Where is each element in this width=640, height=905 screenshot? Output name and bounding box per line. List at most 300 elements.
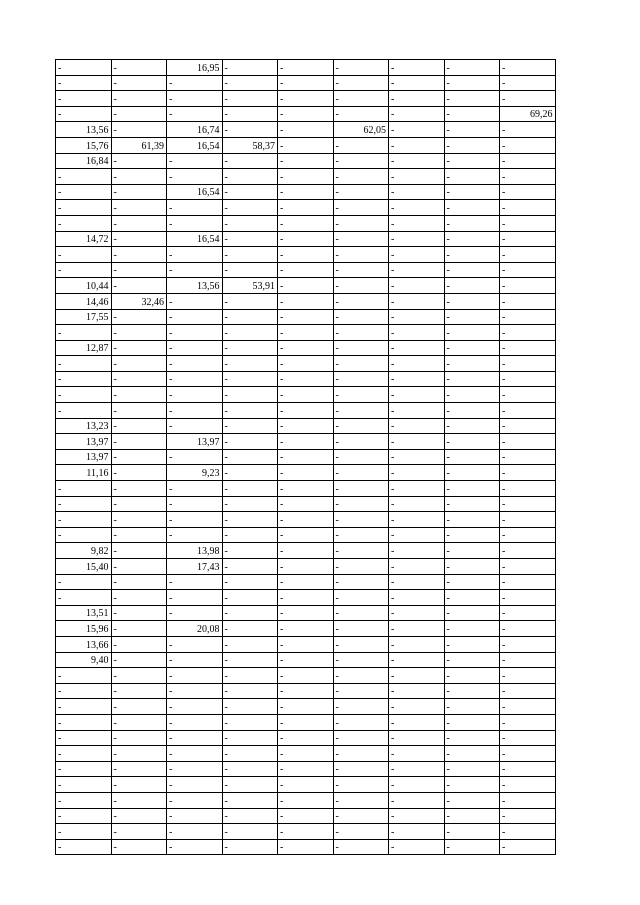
table-row xyxy=(56,293,556,309)
table-cell: - xyxy=(167,746,223,762)
table-cell: - xyxy=(278,262,334,278)
table-row xyxy=(56,839,556,855)
table-cell: - xyxy=(389,652,445,668)
table-row xyxy=(56,652,556,668)
table-cell: - xyxy=(222,340,278,356)
table-cell: - xyxy=(222,543,278,559)
table-row xyxy=(56,449,556,465)
table-row xyxy=(56,184,556,200)
table-cell: - xyxy=(333,777,389,793)
table-cell: - xyxy=(222,231,278,247)
table-row xyxy=(56,262,556,278)
table-cell: - xyxy=(56,699,112,715)
table-cell: - xyxy=(500,590,556,606)
table-row xyxy=(56,668,556,684)
table-cell: - xyxy=(444,184,500,200)
table-cell: 13,51 xyxy=(56,605,112,621)
table-cell: - xyxy=(444,60,500,76)
table-cell: - xyxy=(222,636,278,652)
table-cell: - xyxy=(444,340,500,356)
table-cell: - xyxy=(167,169,223,185)
table-cell: - xyxy=(389,122,445,138)
table-cell: - xyxy=(111,262,167,278)
table-cell: - xyxy=(111,683,167,699)
table-cell: - xyxy=(389,449,445,465)
table-cell: - xyxy=(389,403,445,419)
table-cell: - xyxy=(222,839,278,855)
table-cell: - xyxy=(222,356,278,372)
table-cell: - xyxy=(56,527,112,543)
table-cell: - xyxy=(167,761,223,777)
table-cell: - xyxy=(56,60,112,76)
table-cell: - xyxy=(444,75,500,91)
table-cell: - xyxy=(278,434,334,450)
table-row xyxy=(56,699,556,715)
table-cell: - xyxy=(444,200,500,216)
table-cell: - xyxy=(167,293,223,309)
table-cell: - xyxy=(333,153,389,169)
table-cell: - xyxy=(333,356,389,372)
table-row xyxy=(56,215,556,231)
table-cell: - xyxy=(222,325,278,341)
table-cell: - xyxy=(222,668,278,684)
table-cell: - xyxy=(278,683,334,699)
table-cell: - xyxy=(444,231,500,247)
table-cell: - xyxy=(389,559,445,575)
table-cell: - xyxy=(278,356,334,372)
table-cell: - xyxy=(444,808,500,824)
table-cell: - xyxy=(500,621,556,637)
table-cell: - xyxy=(167,356,223,372)
table-row xyxy=(56,777,556,793)
table-row xyxy=(56,496,556,512)
table-cell: - xyxy=(56,325,112,341)
table-cell: - xyxy=(333,465,389,481)
table-cell: - xyxy=(222,574,278,590)
table-cell: - xyxy=(389,215,445,231)
table-cell: - xyxy=(500,605,556,621)
table-cell: - xyxy=(278,200,334,216)
table-cell: - xyxy=(111,496,167,512)
table-cell: - xyxy=(56,247,112,263)
table-cell: - xyxy=(389,231,445,247)
table-cell: - xyxy=(444,496,500,512)
table-cell: - xyxy=(222,247,278,263)
table-cell: - xyxy=(500,60,556,76)
table-cell: - xyxy=(389,777,445,793)
table-cell: - xyxy=(167,512,223,528)
table-cell: - xyxy=(111,371,167,387)
table-cell: - xyxy=(222,106,278,122)
table-cell: - xyxy=(500,184,556,200)
table-row xyxy=(56,75,556,91)
table-cell: - xyxy=(500,200,556,216)
table-cell: - xyxy=(222,184,278,200)
table-cell: - xyxy=(389,574,445,590)
table-cell: 16,95 xyxy=(167,60,223,76)
table-row xyxy=(56,559,556,575)
table-cell: - xyxy=(333,106,389,122)
table-cell: - xyxy=(444,730,500,746)
table-cell: - xyxy=(278,777,334,793)
table-cell: 16,54 xyxy=(167,184,223,200)
table-cell: - xyxy=(278,543,334,559)
table-cell: - xyxy=(111,169,167,185)
table-cell: - xyxy=(500,418,556,434)
table-cell: - xyxy=(444,465,500,481)
table-row xyxy=(56,636,556,652)
table-cell: - xyxy=(389,293,445,309)
table-cell: - xyxy=(500,340,556,356)
table-cell: - xyxy=(500,699,556,715)
table-cell: - xyxy=(444,106,500,122)
table-cell: - xyxy=(222,792,278,808)
table-cell: - xyxy=(167,527,223,543)
table-cell: - xyxy=(278,808,334,824)
table-row xyxy=(56,106,556,122)
table-cell: - xyxy=(389,792,445,808)
table-cell: - xyxy=(500,465,556,481)
table-cell: - xyxy=(56,91,112,107)
table-cell: - xyxy=(333,543,389,559)
table-body xyxy=(56,60,556,855)
table-cell: - xyxy=(167,636,223,652)
table-cell: - xyxy=(500,325,556,341)
table-cell: - xyxy=(56,730,112,746)
table-cell: - xyxy=(167,824,223,840)
table-cell: 15,40 xyxy=(56,559,112,575)
table-cell: - xyxy=(444,652,500,668)
table-cell: - xyxy=(444,247,500,263)
table-cell: - xyxy=(222,153,278,169)
table-cell: - xyxy=(389,496,445,512)
table-cell: - xyxy=(56,403,112,419)
table-cell: - xyxy=(278,652,334,668)
table-cell: - xyxy=(278,792,334,808)
table-cell: - xyxy=(56,387,112,403)
table-cell: - xyxy=(111,449,167,465)
table-cell: - xyxy=(278,403,334,419)
table-cell: - xyxy=(333,730,389,746)
table-cell: - xyxy=(333,699,389,715)
table-row xyxy=(56,730,556,746)
table-cell: - xyxy=(500,636,556,652)
table-cell: - xyxy=(111,808,167,824)
table-cell: - xyxy=(500,714,556,730)
table-cell: - xyxy=(389,418,445,434)
table-cell: - xyxy=(444,839,500,855)
table-cell: - xyxy=(333,387,389,403)
table-cell: - xyxy=(222,387,278,403)
table-cell: - xyxy=(111,543,167,559)
table-cell: - xyxy=(56,496,112,512)
table-row xyxy=(56,481,556,497)
table-cell: - xyxy=(444,449,500,465)
table-cell: - xyxy=(167,777,223,793)
table-cell: - xyxy=(222,590,278,606)
table-cell: - xyxy=(333,231,389,247)
table-cell: - xyxy=(222,559,278,575)
table-cell: - xyxy=(167,699,223,715)
table-cell: - xyxy=(333,652,389,668)
table-cell: - xyxy=(444,325,500,341)
table-cell: - xyxy=(444,636,500,652)
table-cell: - xyxy=(389,262,445,278)
table-cell: - xyxy=(333,403,389,419)
table-cell: - xyxy=(444,543,500,559)
table-cell: - xyxy=(56,371,112,387)
table-row xyxy=(56,247,556,263)
table-cell: - xyxy=(500,449,556,465)
table-cell: - xyxy=(167,839,223,855)
table-cell: - xyxy=(278,106,334,122)
table-cell: - xyxy=(222,683,278,699)
table-cell: - xyxy=(167,91,223,107)
table-cell: - xyxy=(500,746,556,762)
table-row xyxy=(56,714,556,730)
table-cell: - xyxy=(444,293,500,309)
table-cell: - xyxy=(222,309,278,325)
table-cell: - xyxy=(222,60,278,76)
table-cell: - xyxy=(444,91,500,107)
table-cell: 13,56 xyxy=(56,122,112,138)
table-cell: - xyxy=(444,761,500,777)
table-cell: - xyxy=(167,371,223,387)
table-cell: - xyxy=(111,792,167,808)
table-cell: - xyxy=(500,387,556,403)
table-cell: - xyxy=(111,60,167,76)
table-cell: - xyxy=(222,262,278,278)
table-cell: - xyxy=(333,449,389,465)
table-cell: - xyxy=(222,215,278,231)
table-cell: - xyxy=(444,527,500,543)
table-cell: - xyxy=(278,574,334,590)
table-row xyxy=(56,153,556,169)
table-cell: - xyxy=(222,808,278,824)
table-cell: - xyxy=(111,215,167,231)
table-cell: - xyxy=(222,169,278,185)
table-cell: - xyxy=(444,621,500,637)
table-cell: - xyxy=(111,278,167,294)
table-cell: - xyxy=(500,574,556,590)
table-row xyxy=(56,574,556,590)
table-cell: - xyxy=(389,746,445,762)
table-cell: - xyxy=(56,215,112,231)
table-cell: - xyxy=(500,137,556,153)
table-cell: - xyxy=(444,668,500,684)
table-cell: - xyxy=(278,636,334,652)
table-cell: - xyxy=(111,839,167,855)
table-cell: - xyxy=(444,215,500,231)
table-cell: - xyxy=(500,668,556,684)
table-cell: - xyxy=(111,325,167,341)
table-cell: - xyxy=(444,590,500,606)
table-cell: - xyxy=(167,730,223,746)
table-cell: 69,26 xyxy=(500,106,556,122)
table-cell: - xyxy=(111,122,167,138)
table-cell: - xyxy=(333,559,389,575)
table-cell: - xyxy=(222,714,278,730)
table-row xyxy=(56,325,556,341)
table-cell: - xyxy=(333,371,389,387)
table-cell: - xyxy=(333,418,389,434)
table-cell: - xyxy=(333,636,389,652)
table-row xyxy=(56,590,556,606)
table-cell: - xyxy=(56,481,112,497)
table-cell: - xyxy=(111,340,167,356)
table-cell: - xyxy=(56,75,112,91)
table-cell: - xyxy=(389,621,445,637)
table-row xyxy=(56,403,556,419)
table-cell: - xyxy=(333,325,389,341)
table-cell: - xyxy=(111,247,167,263)
table-cell: - xyxy=(56,792,112,808)
table-cell: - xyxy=(389,683,445,699)
table-cell: - xyxy=(222,481,278,497)
table-cell: - xyxy=(111,761,167,777)
table-cell: - xyxy=(222,449,278,465)
table-cell: 13,98 xyxy=(167,543,223,559)
table-cell: - xyxy=(222,605,278,621)
table-cell: - xyxy=(222,761,278,777)
table-cell: - xyxy=(389,605,445,621)
table-cell: - xyxy=(444,153,500,169)
table-cell: - xyxy=(278,387,334,403)
table-cell: - xyxy=(56,839,112,855)
table-row xyxy=(56,371,556,387)
table-cell: - xyxy=(500,683,556,699)
table-cell: - xyxy=(333,215,389,231)
table-cell: 16,74 xyxy=(167,122,223,138)
table-cell: - xyxy=(389,699,445,715)
table-cell: - xyxy=(167,808,223,824)
table-cell: 62,05 xyxy=(333,122,389,138)
table-row xyxy=(56,418,556,434)
table-cell: 58,37 xyxy=(222,137,278,153)
table-cell: - xyxy=(444,559,500,575)
table-cell: - xyxy=(333,808,389,824)
table-cell: - xyxy=(333,247,389,263)
table-cell: - xyxy=(444,137,500,153)
table-cell: - xyxy=(444,278,500,294)
table-cell: - xyxy=(167,590,223,606)
table-cell: - xyxy=(278,169,334,185)
table-cell: - xyxy=(389,434,445,450)
table-cell: - xyxy=(444,169,500,185)
table-cell: - xyxy=(389,761,445,777)
table-cell: - xyxy=(278,496,334,512)
table-cell: - xyxy=(389,668,445,684)
table-cell: - xyxy=(278,481,334,497)
table-cell: - xyxy=(56,200,112,216)
table-cell: - xyxy=(389,75,445,91)
table-cell: - xyxy=(111,309,167,325)
table-cell: 10,44 xyxy=(56,278,112,294)
table-cell: - xyxy=(111,356,167,372)
table-cell: - xyxy=(278,75,334,91)
table-cell: 13,66 xyxy=(56,636,112,652)
table-cell: 13,97 xyxy=(56,449,112,465)
table-cell: - xyxy=(56,714,112,730)
table-cell: - xyxy=(333,590,389,606)
table-cell: - xyxy=(111,777,167,793)
table-cell: - xyxy=(333,137,389,153)
table-cell: - xyxy=(333,481,389,497)
table-row xyxy=(56,746,556,762)
table-cell: - xyxy=(500,169,556,185)
table-cell: - xyxy=(278,605,334,621)
table-cell: - xyxy=(500,153,556,169)
table-cell: - xyxy=(389,169,445,185)
table-cell: 12,87 xyxy=(56,340,112,356)
table-cell: - xyxy=(333,200,389,216)
table-cell: - xyxy=(111,668,167,684)
table-cell: - xyxy=(278,449,334,465)
table-cell: - xyxy=(444,512,500,528)
table-cell: - xyxy=(389,543,445,559)
table-cell: - xyxy=(111,106,167,122)
table-cell: - xyxy=(167,605,223,621)
table-cell: - xyxy=(167,574,223,590)
table-cell: - xyxy=(111,231,167,247)
table-cell: 9,82 xyxy=(56,543,112,559)
table-cell: - xyxy=(389,309,445,325)
table-cell: - xyxy=(56,808,112,824)
table-cell: - xyxy=(333,75,389,91)
table-cell: - xyxy=(500,512,556,528)
table-cell: - xyxy=(389,465,445,481)
table-cell: - xyxy=(222,465,278,481)
table-cell: - xyxy=(111,559,167,575)
table-cell: - xyxy=(333,184,389,200)
table-cell: - xyxy=(56,574,112,590)
table-cell: - xyxy=(111,605,167,621)
table-cell: - xyxy=(278,215,334,231)
table-cell: - xyxy=(389,714,445,730)
table-cell: - xyxy=(167,449,223,465)
table-cell: - xyxy=(333,824,389,840)
table-row xyxy=(56,122,556,138)
table-cell: - xyxy=(111,652,167,668)
table-cell: - xyxy=(167,200,223,216)
table-cell: - xyxy=(111,481,167,497)
table-cell: - xyxy=(333,761,389,777)
table-cell: - xyxy=(444,699,500,715)
table-cell: - xyxy=(500,262,556,278)
table-row xyxy=(56,60,556,76)
table-cell: - xyxy=(389,527,445,543)
table-cell: - xyxy=(222,699,278,715)
table-row xyxy=(56,465,556,481)
table-cell: 53,91 xyxy=(222,278,278,294)
table-cell: - xyxy=(278,714,334,730)
table-cell: - xyxy=(278,746,334,762)
table-cell: - xyxy=(333,792,389,808)
table-cell: - xyxy=(111,590,167,606)
table-cell: - xyxy=(500,559,556,575)
table-row xyxy=(56,824,556,840)
table-cell: - xyxy=(111,153,167,169)
table-cell: 13,97 xyxy=(56,434,112,450)
table-cell: - xyxy=(500,543,556,559)
table-row xyxy=(56,434,556,450)
table-cell: - xyxy=(56,683,112,699)
table-cell: - xyxy=(333,496,389,512)
table-cell: - xyxy=(56,824,112,840)
table-cell: - xyxy=(500,91,556,107)
table-cell: - xyxy=(278,590,334,606)
table-row xyxy=(56,808,556,824)
